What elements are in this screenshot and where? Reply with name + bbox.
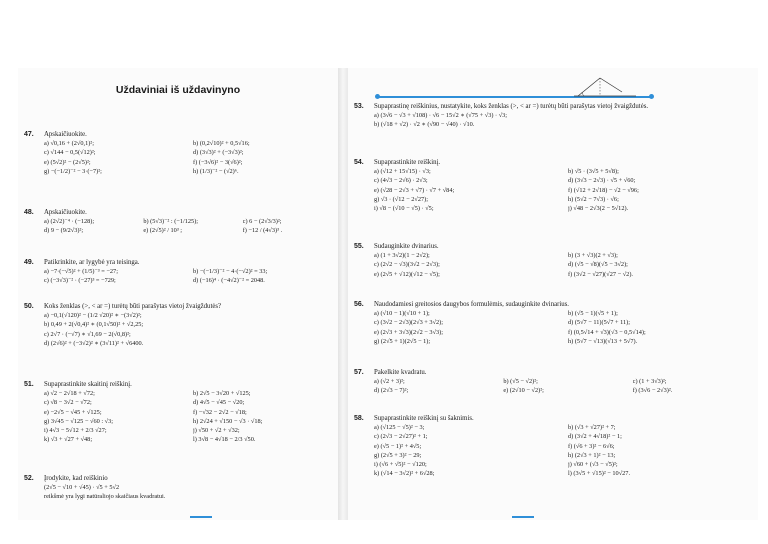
exercise-item: e) (2√5)² / 10³ ; [143, 227, 183, 235]
problem-53 [348, 102, 758, 130]
exercise-item: d) 4√5 − √45 − √20; [193, 399, 245, 407]
book-gutter [338, 68, 348, 520]
exercise-item: h) (2√3 + 1)² − 13; [568, 451, 616, 459]
exercise-text: reikšmė yra lygi natūraliojo skaičiaus kvadratui. [44, 493, 166, 501]
exercise-item: i) 4√3 − 5√12 + 2/3 √27; [44, 427, 107, 435]
exercise-item: c) (2√2 − √3)(3√2 − 2√3); [374, 261, 440, 269]
exercise-item: f) (√12 + 2√18) − √2 − √96; [568, 186, 639, 194]
exercise-item: h) (5√7 − √13)(√13 + 5√7). [568, 337, 638, 345]
exercise-item: d) (3√3)² + (−3√3)²; [193, 149, 244, 157]
problem-text: Pakelkite kvadratu. [374, 369, 427, 376]
exercise-item: k) √3 + √27 + √48; [44, 436, 93, 444]
exercise-item: a) (√10 − 1)(√10 + 1); [374, 310, 430, 317]
exercise-item: j) √60 + (√3 − √5)²; [568, 461, 618, 469]
exercise-item: d) (2√6)² + (−3√2)² ∗ (3√11)² + √6400. [44, 339, 144, 347]
exercise-item: b) −(−1/3)⁻² − 4·(−√2)² = 33; [193, 268, 268, 275]
exercise-item: c) √8 − 3√2 − √72; [44, 399, 92, 407]
problem-49 [18, 258, 338, 286]
exercise-item: g) √3 · (√12 − 2√27); [374, 195, 428, 203]
problem-57 [348, 368, 758, 396]
exercise-item: b) √5 · (3√5 + 5√8); [568, 168, 619, 175]
problem-text: Įrodykite, kad reiškinio [44, 475, 108, 482]
exercise-item: a) √2 − 2√18 + √72; [44, 390, 95, 397]
exercise-item: a) √0,16 + (2√0,1)²; [44, 140, 94, 147]
exercise-item: g) −(−1/2)⁻² − 3·(−7)²; [44, 167, 102, 175]
exercise-item: c) √144 − 0,5(√12)²; [44, 149, 96, 157]
problem-text: Supaprastinkite reiškinį. [374, 159, 441, 166]
exercise-item: b) (√5 − 1)(√5 + 1); [568, 310, 618, 317]
problem-56 [348, 300, 758, 346]
footer-accent-right [512, 516, 534, 518]
problem-text: Apskaičiuokite. [44, 131, 87, 138]
exercise-item: c) (1 + 3√3)²; [632, 378, 667, 385]
exercise-item: d) (√5 − √8)(√5 − 3√2); [568, 261, 628, 269]
exercise-item: i) √8 − (√10 − √5) · √5; [374, 205, 434, 213]
exercise-item: d) 9 − (9/2√3)²; [44, 227, 84, 235]
exercise-item: g) (2√5 + 1)(2√5 − 1); [374, 337, 431, 345]
problem-text: Supaprastinę reiškinius, nustatykite, koks ženklas (>, < ar =) turėtų būti parašytas vietoj žvaigždutės. [374, 103, 649, 110]
exercise-item: b) (√5 − √2)²; [503, 378, 538, 385]
exercise-item: c) (3√2 − 2√3)(2√3 + 3√2); [374, 319, 444, 327]
problem-text: Sudauginkite dvinarius. [374, 243, 439, 250]
problem-51 [18, 380, 338, 445]
exercise-item: f) (−3√6)² − 3(√6)²; [193, 158, 243, 166]
exercise-item: d) (2√3 − 7)²; [374, 387, 409, 395]
exercise-item: e) −2√5 − √45 + √125; [44, 408, 102, 416]
exercise-item: c) 6 − (2√3/3)²; [242, 218, 282, 225]
exercise-item: h) (1/3)⁻² − (√2)⁶. [193, 167, 239, 175]
exercise-item: f) −12 / (4√3)³ . [242, 227, 283, 235]
problem-text: Supaprastinkite reiškinį su šaknimis. [374, 415, 474, 422]
exercise-item: f) (3√2 − √27)(√27 − √2). [568, 270, 633, 278]
exercise-item: e) (2√3 + 3√3)(2√2 − 3√3); [374, 328, 444, 336]
problem-55 [348, 242, 758, 279]
exercise-item: e) (2√5 + √12)(√12 − √5); [374, 270, 440, 278]
exercise-item: j) √48 − 2√3(2 − 5√12). [568, 205, 629, 213]
exercise-item: c) 2√7 · (−√7) ∗ √1,69 − 2(√0,8)²; [44, 330, 131, 338]
problem-48 [18, 208, 338, 236]
problem-52 [18, 474, 338, 502]
exercise-item: b) 0,49 + 2(√0,4)² ∗ (0,1√50)² + √2,25; [44, 321, 144, 329]
exercise-item: e) (2√10 − √2)²; [503, 387, 544, 395]
exercise-item: c) (4√3 − 2√6) · 2√3; [374, 177, 428, 185]
exercise-item: b) (√18 + √2) · √2 ∗ (√90 − √40) · √10. [374, 121, 475, 129]
problem-number: 57. [354, 369, 364, 376]
exercise-item: a) (√2 + 3)²; [374, 378, 405, 385]
exercise-item: d) (3√3 − 2√3) · √5 + √60; [568, 177, 636, 185]
exercise-item: g) 3√45 − √125 − √60 : √3; [44, 417, 114, 425]
exercise-item: b) (5√3)⁻² : (−1/125); [143, 218, 199, 225]
exercise-item: b) (√3 + √27)² + 7; [568, 424, 616, 431]
exercise-item: c) (−3√3)⁻² · (−27)³ = −729; [44, 277, 116, 285]
exercise-item: e) (√5 − 1)² + 4√5; [374, 442, 422, 450]
problem-number: 52. [24, 475, 34, 482]
exercise-item: l) (3√5 + √15)² − 10√27. [568, 470, 631, 478]
problem-number: 58. [354, 415, 364, 422]
exercise-item: f) (3√6 − 2√3)². [632, 387, 673, 395]
exercise-item: b) (0,2√10)² + 0,5√16; [193, 140, 250, 147]
problem-text: Apskaičiuokite. [44, 209, 87, 216]
problem-number: 47. [24, 131, 34, 138]
problem-number: 55. [354, 243, 364, 250]
exercise-item: e) (√28 − 2√3 + √7) · √7 + √84; [374, 186, 455, 194]
exercise-item: j) √50 + √2 + √32; [193, 427, 240, 435]
rule-dot-right [649, 94, 654, 99]
problem-text: Naudodamiesi greitosios daugybos formulėmis, sudauginkite dvinarius. [374, 301, 570, 308]
exercise-item: b) 2√5 − 3√20 + √125; [193, 390, 251, 397]
problem-number: 53. [354, 103, 364, 110]
problem-text: Koks ženklas (>, < ar =) turėtų būti parašytas vietoj žvaigždutės? [44, 303, 222, 310]
problem-text: Patikrinkite, ar lygybė yra teisinga. [44, 259, 140, 266]
exercise-item: h) 2√24 + √150 − √3 · √18; [193, 417, 263, 425]
exercise-item: d) (3√2 + 4√18)² − 1; [568, 433, 622, 441]
exercise-item: a) (√12 + 15√15) · √3; [374, 168, 431, 175]
exercise-item: a) (√125 − √5)² − 3; [374, 424, 425, 431]
problem-number: 56. [354, 301, 364, 308]
problem-54 [348, 158, 758, 213]
exercise-item: b) (3 + √3)(2 + √3); [568, 252, 618, 259]
problem-58 [348, 414, 758, 479]
problem-number: 50. [24, 303, 34, 310]
exercise-item: k) (√14 − 3√2)² + 6√28; [374, 470, 435, 478]
exercise-item: h) (5√2 − 7√3) · √6; [568, 195, 619, 203]
exercise-item: l) 3√8 − 4√18 − 2/3 √50. [193, 436, 256, 444]
problem-number: 48. [24, 209, 34, 216]
problem-number: 54. [354, 159, 364, 166]
footer-accent-left [190, 516, 212, 518]
exercise-item: f) (√6 + 3)² − 6√6; [568, 442, 615, 450]
exercise-item: f) −√32 − 2√2 − √18; [193, 408, 247, 416]
exercise-item: d) (−16)⁴ · (−4√2)⁻² = 2048. [193, 277, 265, 285]
rule-dot-left [375, 94, 380, 99]
exercise-item: d) (5√7 − 11)(5√7 + 11); [568, 319, 630, 327]
exercise-item: g) (2√5 + 3)² − 29; [374, 451, 422, 459]
problem-50 [18, 302, 338, 348]
exercise-item: a) −7·(−√5)² + (1/5)⁻³ = −27; [44, 268, 118, 275]
exercise-item: e) (5√2)² − (2√5)²; [44, 158, 91, 166]
decorative-figure-icon [570, 72, 640, 98]
exercise-item: a) (1 + 3√2)(1 − 2√2); [374, 252, 430, 259]
exercise-item: i) (√6 + √5)² − √120; [374, 461, 427, 469]
problem-text: Supaprastinkite skaitinį reiškinį. [44, 381, 132, 388]
exercise-item: a) (2√2)⁻⁴ · (−128); [44, 218, 95, 225]
problem-number: 49. [24, 259, 34, 266]
problem-number: 51. [24, 381, 34, 388]
problem-47 [18, 130, 338, 176]
exercise-item: c) (2√3 − 2√27)² + 1; [374, 433, 428, 441]
right-page [348, 68, 758, 520]
page-heading: Uždaviniai iš uždavinyno [115, 84, 241, 96]
exercise-item: a) −0,1(√120)² − (1/2 √20)² ∗ −(3√2)²; [44, 312, 142, 319]
exercise-item: a) (3√6 − √3 + √108) · √6 − 15√2 ∗ (√75 + √3) · √3; [374, 112, 508, 119]
exercise-item: f) (0,5√14 + √3)(√3 − 0,5√14); [568, 328, 646, 336]
left-page [18, 68, 338, 520]
exercise-expression: (2√5 − √10 + √45) · √5 + 5√2 [44, 484, 120, 491]
